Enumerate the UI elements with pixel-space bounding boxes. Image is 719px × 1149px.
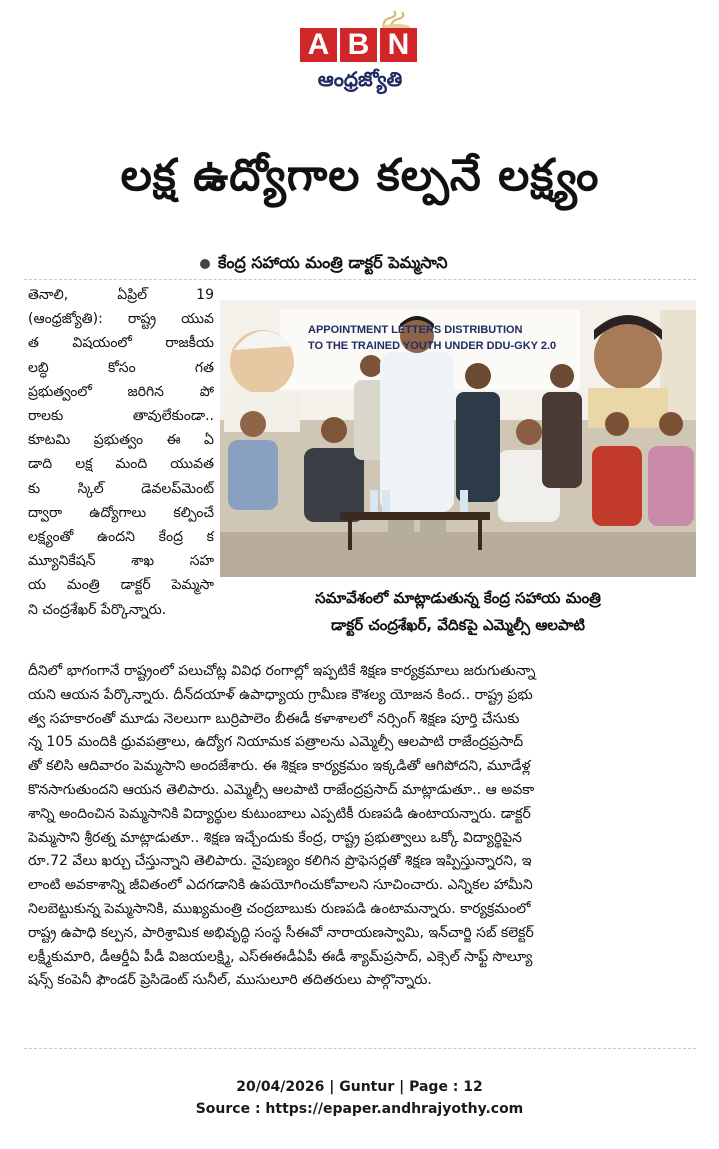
body-line: దీనిలో భాగంగానే రాష్ట్రంలో పలుచోట్ల వివిధ రంగాల్లో ఇప్పటికే శిక్షణ కార్యక్రమాలు జరుగుతున్నా <box>28 663 536 679</box>
intro-line: కు స్కిల్ డెవలప్‌మెంట్ <box>28 480 214 497</box>
intro-line: మ్యూనికేషన్ శాఖ సహ <box>28 553 214 570</box>
photo-banner-line-1: APPOINTMENT LETTERS DISTRIBUTION <box>308 324 523 336</box>
intro-line: ని చంద్రశేఖర్ పేర్కొన్నారు. <box>28 601 167 618</box>
caption-line: డాక్టర్ చంద్రశేఖర్, వేదికపై ఎమ్మెల్సీ ఆలపాటి <box>331 616 585 634</box>
photo-banner-line-2: TO THE TRAINED YOUTH UNDER DDU-GKY 2.0 <box>308 340 557 352</box>
intro-line: ప్రభుత్వంలో జరిగిన పో <box>28 383 214 400</box>
abn-logo <box>300 10 420 100</box>
logo-letters <box>300 28 417 62</box>
body-line: నిలబెట్టుకున్న పెమ్మసానికి, ముఖ్యమంత్రి చంద్రబాబుకు రుణపడి ఉంటామన్నారు. కార్యక్రమంలో <box>28 900 531 917</box>
body-line: త్వ సహకారంతో మూడు నెలలుగా బుర్రిపాలెం బీఈడీ కళాశాలలో నర్సింగ్ శిక్షణ పూర్తి చేసుకు <box>28 710 520 727</box>
caption-line: సమావేశంలో మాట్లాడుతున్న కేంద్ర సహాయ మంత్రి <box>315 589 601 607</box>
body-line: రాష్ట్ర ఉపాధి కల్పన, పారిశ్రామిక అభివృద్ధి సంస్థ సీఈవో నారాయణస్వామి, ఇన్‌చార్జి సబ్ కలెక్టర్ <box>28 924 534 941</box>
subheadline <box>200 253 540 276</box>
intro-line: రాలకు తావులేకుండా.. <box>28 408 214 425</box>
body-line: శాన్ని అందించిన పెమ్మసానికి విద్యార్థుల కుటుంబాలు ఎప్పటికీ రుణపడి ఉంటాయన్నారు. డాక్టర్ <box>28 805 531 822</box>
intro-line: లబ్ధి కోసం గత <box>28 359 214 376</box>
logo-letter-b: B <box>340 28 377 62</box>
event-photo <box>220 300 696 577</box>
body-line: లక్ష్మీకుమారి, డీఆర్డీఏ పీడీ విజయలక్ష్మి, ఎస్ఈఈడీఏపీ ఈడీ శ్యామ్‌ప్రసాద్, ఎక్సెల్ సాఫ్ట్ సొల్యూ <box>28 948 533 965</box>
logo-letter-n: N <box>380 28 417 62</box>
article-body <box>28 660 696 993</box>
article-intro-column <box>28 283 214 622</box>
body-line: కొనసాగుతుందని ఆయన తెలిపారు. ఎమ్మెల్సీ ఆలపాటి రాజేంద్రప్రసాద్ మాట్లాడుతూ.. ఆ అవకా <box>28 781 535 798</box>
bullet-icon <box>200 259 210 269</box>
body-line: షన్స్ కంపెనీ ఫౌండర్ ప్రెసిడెంట్ సునీల్, ముసులూరి తదితరులు పాల్గొన్నారు. <box>28 972 432 989</box>
page-footer <box>0 1076 719 1120</box>
divider-bottom <box>24 1048 696 1049</box>
intro-line: డాది లక్ష మంది యువత <box>28 456 214 473</box>
body-line: తో కలిసి ఆదివారం పెమ్మసాని అందజేశారు. ఈ శిక్షణ కార్యక్రమం ఇక్కడితో ఆగిపోదని, మూడేళ్ల <box>28 758 531 775</box>
intro-line: లక్ష్యంతో ఉందని కేంద్ర క <box>28 529 214 546</box>
body-line: పెమ్మసాని శ్రీరత్న మాట్లాడుతూ.. శిక్షణ ఇచ్చేందుకు కేంద్ర, రాష్ట్ర ప్రభుత్వాలు ఒక్కో విద్యార్థిపైన <box>28 829 522 846</box>
intro-line: తెనాలి, ఏప్రిల్ 19 <box>28 287 214 303</box>
divider-top <box>24 279 696 280</box>
footer-date-edition: 20/04/2026 | Guntur | Page : 12 <box>236 1079 483 1095</box>
subheadline-text: కేంద్ర సహాయ మంత్రి డాక్టర్ పెమ్మసాని <box>218 253 448 272</box>
intro-line: త విషయంలో రాజకీయ <box>28 335 214 352</box>
body-line: రూ.72 వేలు ఖర్చు చేస్తున్నాని తెలిపారు. నైపుణ్యం కలిగిన ప్రొఫెసర్లతో శిక్షణ ఇప్పిస్తున్నారని, ఇ <box>28 853 532 870</box>
headline: లక్ష ఉద్యోగాల కల్పనే లక్ష్యం <box>120 150 600 201</box>
intro-line: ద్వారా ఉద్యోగాలు కల్పించే <box>28 504 214 521</box>
body-line: యని ఆయన పేర్కొన్నారు. దీన్‌దయాళ్ ఉపాధ్యాయ గ్రామీణ కౌశల్య యోజన కింద.. రాష్ట్ర ప్రభు <box>28 686 533 703</box>
body-line: న్న 105 మందికి ధ్రువపత్రాలు, ఉద్యోగ నియామక పత్రాలను ఎమ్మెల్సీ ఆలపాటి రాజేంద్రప్రసాద్ <box>28 734 524 751</box>
logo-letter-a: A <box>300 28 337 62</box>
photo-caption <box>220 585 696 639</box>
body-line: లాంటి అవకాశాన్ని జీవితంలో ఎదగడానికి ఉపయోగించుకోవాలని సూచించారు. ఎన్నికల హామీని <box>28 877 533 894</box>
intro-line: య మంత్రి డాక్టర్ పెమ్మసా <box>28 577 214 594</box>
steam-cup-icon <box>378 10 412 30</box>
logo-subtitle: ఆంధ్రజ్యోతి <box>317 67 403 91</box>
footer-source: Source : https://epaper.andhrajyothy.com <box>195 1101 524 1117</box>
intro-line: (ఆంధ్రజ్యోతి): రాష్ట్ర యువ <box>28 311 214 328</box>
intro-line: కూటమి ప్రభుత్వం ఈ ఏ <box>28 432 214 449</box>
